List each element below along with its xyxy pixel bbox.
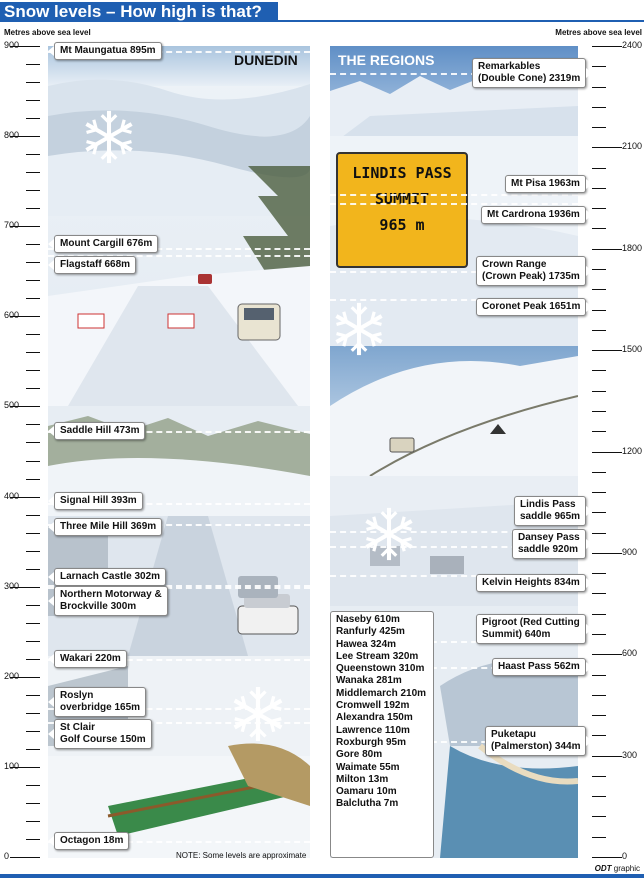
label-mt-maungatua: Mt Maungatua 895m	[54, 42, 162, 60]
label-st-clair: St Clair Golf Course 150m	[54, 719, 152, 749]
axis-tick-label: 2100	[622, 141, 643, 152]
dunedin-heading: DUNEDIN	[234, 52, 298, 68]
axis-tick-label: 0	[4, 851, 10, 861]
minor-tick	[592, 472, 606, 473]
sign-line-3: 965 m	[379, 216, 425, 234]
label-roslyn-overbridge: Roslyn overbridge 165m	[54, 687, 146, 717]
town-item: Middlemarch 210m	[336, 687, 427, 699]
axis-tick-label: 100	[4, 760, 20, 771]
minor-tick	[592, 289, 606, 290]
footer-rule	[0, 874, 644, 878]
minor-tick	[592, 837, 606, 838]
minor-tick	[592, 431, 606, 432]
minor-tick	[26, 334, 40, 335]
minor-tick	[592, 269, 606, 270]
town-item: Queenstown 310m	[336, 663, 425, 675]
snowflake-icon	[228, 684, 288, 744]
lindis-pass-sign	[336, 152, 468, 268]
minor-tick	[26, 551, 40, 552]
town-item: Cromwell 192m	[336, 700, 410, 712]
major-tick	[592, 249, 622, 250]
label-haast-pass: Haast Pass 562m	[492, 658, 586, 676]
axis-tick-label: 0	[622, 851, 628, 861]
major-tick	[592, 452, 622, 453]
minor-tick	[26, 424, 40, 425]
minor-tick	[592, 796, 606, 797]
axis-tick-label: 700	[4, 220, 20, 231]
town-item: Oamaru 10m	[336, 786, 397, 798]
minor-tick	[26, 262, 40, 263]
minor-tick	[26, 118, 40, 119]
minor-tick	[26, 731, 40, 732]
label-wakari: Wakari 220m	[54, 650, 127, 668]
snow-level-line	[330, 203, 578, 205]
town-item: Wanaka 281m	[336, 675, 402, 687]
minor-tick	[592, 614, 606, 615]
axis-tick-label: 300	[4, 580, 20, 591]
axis-tick-label: 900	[4, 40, 20, 50]
axis-tick-label: 2400	[622, 40, 643, 50]
axis-tick-label: 300	[622, 749, 638, 760]
minor-tick	[26, 190, 40, 191]
major-tick	[592, 857, 622, 858]
minor-tick	[592, 512, 606, 513]
right-ruler	[592, 40, 644, 861]
label-kelvin-heights: Kelvin Heights 834m	[476, 574, 586, 592]
major-tick	[592, 350, 622, 351]
minor-tick	[592, 776, 606, 777]
label-three-mile-hill: Three Mile Hill 369m	[54, 518, 162, 536]
minor-tick	[26, 785, 40, 786]
major-tick	[592, 756, 622, 757]
minor-tick	[26, 533, 40, 534]
minor-tick	[26, 515, 40, 516]
major-tick	[592, 654, 622, 655]
label-lindis-pass-saddle: Lindis Pass saddle 965m	[514, 496, 586, 526]
minor-tick	[26, 623, 40, 624]
label-flagstaff: Flagstaff 668m	[54, 256, 136, 274]
label-dansey-pass: Dansey Pass saddle 920m	[512, 529, 586, 559]
label-crown-range: Crown Range (Crown Peak) 1735m	[476, 256, 586, 286]
minor-tick	[592, 816, 606, 817]
town-list	[330, 611, 434, 858]
minor-tick	[26, 244, 40, 245]
minor-tick	[592, 492, 606, 493]
minor-tick	[26, 100, 40, 101]
label-larnach-castle: Larnach Castle 302m	[54, 568, 166, 586]
axis-tick-label: 800	[4, 130, 20, 141]
axis-tick-label: 500	[4, 400, 20, 411]
credit	[595, 864, 640, 873]
minor-tick	[26, 479, 40, 480]
minor-tick	[592, 715, 606, 716]
minor-tick	[26, 713, 40, 714]
minor-tick	[592, 735, 606, 736]
minor-tick	[26, 280, 40, 281]
town-item: Milton 13m	[336, 773, 389, 785]
major-tick	[592, 553, 622, 554]
minor-tick	[592, 168, 606, 169]
label-coronet-peak: Coronet Peak 1651m	[476, 298, 586, 316]
minor-tick	[592, 593, 606, 594]
axis-tick-label: 400	[4, 490, 20, 501]
minor-tick	[26, 82, 40, 83]
sign-line-1: LINDIS PASS	[352, 164, 452, 182]
minor-tick	[592, 66, 606, 67]
minor-tick	[26, 821, 40, 822]
axis-tick-label: 1200	[622, 445, 643, 456]
minor-tick	[26, 695, 40, 696]
snow-level-line	[330, 194, 578, 196]
axis-tick-label: 1500	[622, 344, 643, 355]
snowflake-icon	[80, 108, 138, 166]
town-item: Ranfurly 425m	[336, 626, 405, 638]
town-item: Balclutha 7m	[336, 798, 399, 810]
minor-tick	[26, 569, 40, 570]
minor-tick	[592, 533, 606, 534]
minor-tick	[592, 675, 606, 676]
minor-tick	[592, 330, 606, 331]
minor-tick	[26, 298, 40, 299]
regions-heading: THE REGIONS	[338, 52, 435, 68]
axis-tick-label: 1800	[622, 242, 643, 253]
minor-tick	[26, 172, 40, 173]
axis-tick-label: 900	[622, 546, 638, 557]
town-item: Naseby 610m	[336, 614, 400, 625]
label-northern-motorway: Northern Motorway & Brockville 300m	[54, 586, 168, 616]
minor-tick	[26, 749, 40, 750]
label-remarkables: Remarkables (Double Cone) 2319m	[472, 58, 586, 88]
minor-tick	[26, 659, 40, 660]
town-item: Roxburgh 95m	[336, 736, 407, 748]
minor-tick	[592, 228, 606, 229]
left-ruler	[0, 40, 40, 861]
axis-tick-label: 200	[4, 670, 20, 681]
minor-tick	[26, 388, 40, 389]
minor-tick	[26, 442, 40, 443]
label-pigroot: Pigroot (Red Cutting Summit) 640m	[476, 614, 586, 644]
left-axis-title: Metres above sea level	[4, 28, 91, 37]
minor-tick	[26, 370, 40, 371]
major-tick	[10, 857, 40, 858]
axis-tick-label: 600	[4, 310, 20, 321]
label-puketapu: Puketapu (Palmerston) 344m	[485, 726, 586, 756]
right-axis-title: Metres above sea level	[555, 28, 642, 37]
page-title: Snow levels – How high is that?	[4, 2, 262, 21]
minor-tick	[592, 87, 606, 88]
minor-tick	[592, 127, 606, 128]
minor-tick	[592, 107, 606, 108]
minor-tick	[592, 370, 606, 371]
label-mt-pisa: Mt Pisa 1963m	[505, 175, 586, 193]
minor-tick	[592, 208, 606, 209]
minor-tick	[26, 64, 40, 65]
town-item: Lawrence 110m	[336, 724, 410, 736]
snowflake-icon	[360, 505, 418, 563]
approximate-note: NOTE: Some levels are approximate	[176, 851, 307, 860]
town-item: Alexandra 150m	[336, 712, 413, 724]
axis-tick-label: 600	[622, 648, 638, 659]
major-tick	[592, 46, 622, 47]
label-mount-cargill: Mount Cargill 676m	[54, 235, 158, 253]
town-item: Lee Stream 320m	[336, 650, 419, 662]
sign-line-2: SUMMIT	[374, 190, 430, 208]
minor-tick	[26, 839, 40, 840]
minor-tick	[592, 411, 606, 412]
minor-tick	[26, 605, 40, 606]
minor-tick	[26, 641, 40, 642]
snowflake-icon	[330, 300, 388, 358]
credit-text: graphic	[613, 864, 640, 873]
label-signal-hill: Signal Hill 393m	[54, 492, 143, 510]
minor-tick	[592, 188, 606, 189]
label-saddle-hill: Saddle Hill 473m	[54, 422, 145, 440]
label-mt-cardrona: Mt Cardrona 1936m	[481, 206, 586, 224]
minor-tick	[26, 154, 40, 155]
town-item: Hawea 324m	[336, 638, 397, 650]
minor-tick	[26, 803, 40, 804]
town-item: Gore 80m	[336, 749, 383, 761]
label-octagon: Octagon 18m	[54, 832, 129, 850]
minor-tick	[26, 352, 40, 353]
minor-tick	[592, 695, 606, 696]
minor-tick	[592, 573, 606, 574]
odt-logo: ODT	[594, 864, 612, 873]
minor-tick	[26, 208, 40, 209]
major-tick	[592, 147, 622, 148]
minor-tick	[592, 634, 606, 635]
title-bar	[0, 0, 644, 22]
minor-tick	[592, 310, 606, 311]
minor-tick	[592, 391, 606, 392]
minor-tick	[26, 461, 40, 462]
town-item: Waimate 55m	[336, 761, 400, 773]
